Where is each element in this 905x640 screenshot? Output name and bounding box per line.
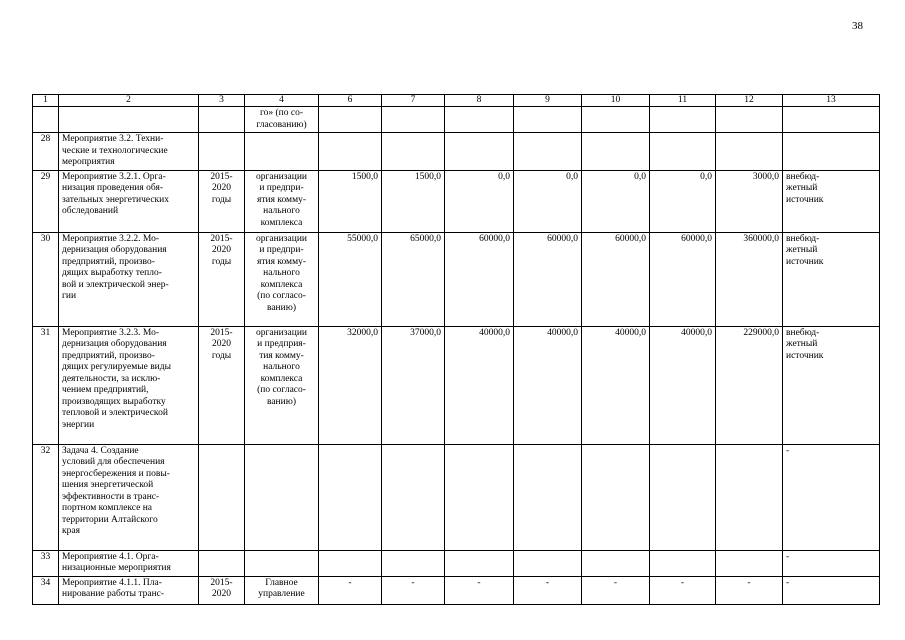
table-row [33,232,880,326]
years-cell: 2015- 2020 годы [199,326,245,444]
value-cell: 0,0 [650,170,716,232]
years-cell: 2015- 2020 годы [199,232,245,326]
value-cell: - [319,576,382,604]
value-cell: 0,0 [582,170,650,232]
activity-name: Задача 4. Создание условий для обеспечения энергосбережения и повы- шения энергетической эффективности в транс- портном комплексе на территории Алтайского края [59,444,199,550]
value-cell [650,550,716,576]
years-cell [199,133,245,171]
value-cell [445,550,514,576]
page-number: 38 [852,20,863,32]
table-row [33,170,880,232]
value-cell: - [650,576,716,604]
activity-name: Мероприятие 3.2.2. Мо- дернизация оборудования предприятий, произво- дящих выработку тепло- вой и электрической энер- гии [59,232,199,326]
column-header: 13 [783,95,880,107]
value-cell [445,107,514,133]
value-cell [382,133,445,171]
value-cell [319,133,382,171]
years-cell: 2015- 2020 годы [199,170,245,232]
row-number: 33 [33,550,59,576]
value-cell [582,550,650,576]
value-cell [319,107,382,133]
row-number: 34 [33,576,59,604]
value-cell [382,444,445,550]
funding-source [783,107,880,133]
row-number: 31 [33,326,59,444]
value-cell [382,107,445,133]
value-cell [319,550,382,576]
value-cell: - [514,576,582,604]
activity-name: Мероприятие 4.1.1. Пла- нирование работы транс- [59,576,199,604]
activity-name: Мероприятие 3.2.1. Орга- низация проведения обя- зательных энергетических обследований [59,170,199,232]
value-cell: 60000,0 [582,232,650,326]
value-cell [650,107,716,133]
column-header: 4 [245,95,319,107]
column-header: 3 [199,95,245,107]
table-row [33,576,880,604]
activity-name [59,107,199,133]
value-cell: 360000,0 [716,232,783,326]
column-header: 9 [514,95,582,107]
funding-source: внебюд- жетный источник [783,326,880,444]
row-number [33,107,59,133]
table-row [33,326,880,444]
value-cell: 37000,0 [382,326,445,444]
column-header: 1 [33,95,59,107]
funding-source: - [783,550,880,576]
value-cell [514,550,582,576]
value-cell [716,444,783,550]
value-cell [445,444,514,550]
value-cell: 229000,0 [716,326,783,444]
executor-cell: го» (по со- гласованию) [245,107,319,133]
value-cell: 3000,0 [716,170,783,232]
funding-source: внебюд- жетный источник [783,170,880,232]
table-row [33,133,880,171]
value-cell [514,133,582,171]
executor-cell: организации и предпри- ятия комму- нального комплекса [245,170,319,232]
executor-cell [245,133,319,171]
value-cell: - [582,576,650,604]
value-cell: 40000,0 [650,326,716,444]
column-header: 8 [445,95,514,107]
activity-name: Мероприятие 3.2. Техни- ческие и технологические мероприятия [59,133,199,171]
value-cell: 0,0 [514,170,582,232]
value-cell: 60000,0 [514,232,582,326]
value-cell: - [716,576,783,604]
executor-cell: Главное управление [245,576,319,604]
years-cell [199,550,245,576]
row-number: 29 [33,170,59,232]
value-cell [582,133,650,171]
value-cell: - [445,576,514,604]
row-number: 30 [33,232,59,326]
row-number: 32 [33,444,59,550]
column-header: 2 [59,95,199,107]
value-cell: - [382,576,445,604]
activity-name: Мероприятие 4.1. Орга- низационные мероприятия [59,550,199,576]
value-cell [716,550,783,576]
value-cell: 55000,0 [319,232,382,326]
value-cell [382,550,445,576]
executor-cell [245,444,319,550]
column-header: 12 [716,95,783,107]
funding-source: - [783,576,880,604]
table-row [33,444,880,550]
value-cell [582,107,650,133]
value-cell [650,133,716,171]
value-cell [582,444,650,550]
years-cell: 2015- 2020 [199,576,245,604]
value-cell [716,107,783,133]
value-cell: 1500,0 [382,170,445,232]
value-cell [514,444,582,550]
value-cell [319,444,382,550]
funding-source: внебюд- жетный источник [783,232,880,326]
value-cell: 1500,0 [319,170,382,232]
row-number: 28 [33,133,59,171]
column-header: 7 [382,95,445,107]
program-table [32,94,880,605]
column-header: 11 [650,95,716,107]
value-cell: 40000,0 [445,326,514,444]
value-cell [445,133,514,171]
executor-cell [245,550,319,576]
value-cell [650,444,716,550]
column-header: 6 [319,95,382,107]
value-cell: 40000,0 [514,326,582,444]
funding-source [783,133,880,171]
value-cell [514,107,582,133]
value-cell: 0,0 [445,170,514,232]
years-cell [199,107,245,133]
value-cell: 40000,0 [582,326,650,444]
years-cell [199,444,245,550]
value-cell: 60000,0 [445,232,514,326]
executor-cell: организации и предпри- ятия комму- нального комплекса (по согласо- ванию) [245,232,319,326]
column-header: 10 [582,95,650,107]
value-cell [716,133,783,171]
value-cell: 32000,0 [319,326,382,444]
funding-source: - [783,444,880,550]
activity-name: Мероприятие 3.2.3. Мо- дернизация оборудования предприятий, произво- дящих регулируемые виды деятельности, за исклю- чением предприятий, производящих выработку тепловой и электрической энергии [59,326,199,444]
table-row [33,107,880,133]
value-cell: 60000,0 [650,232,716,326]
header-row [33,95,880,107]
value-cell: 65000,0 [382,232,445,326]
executor-cell: организации и предприя- тия комму- нального комплекса (по согласо- ванию) [245,326,319,444]
table-row [33,550,880,576]
